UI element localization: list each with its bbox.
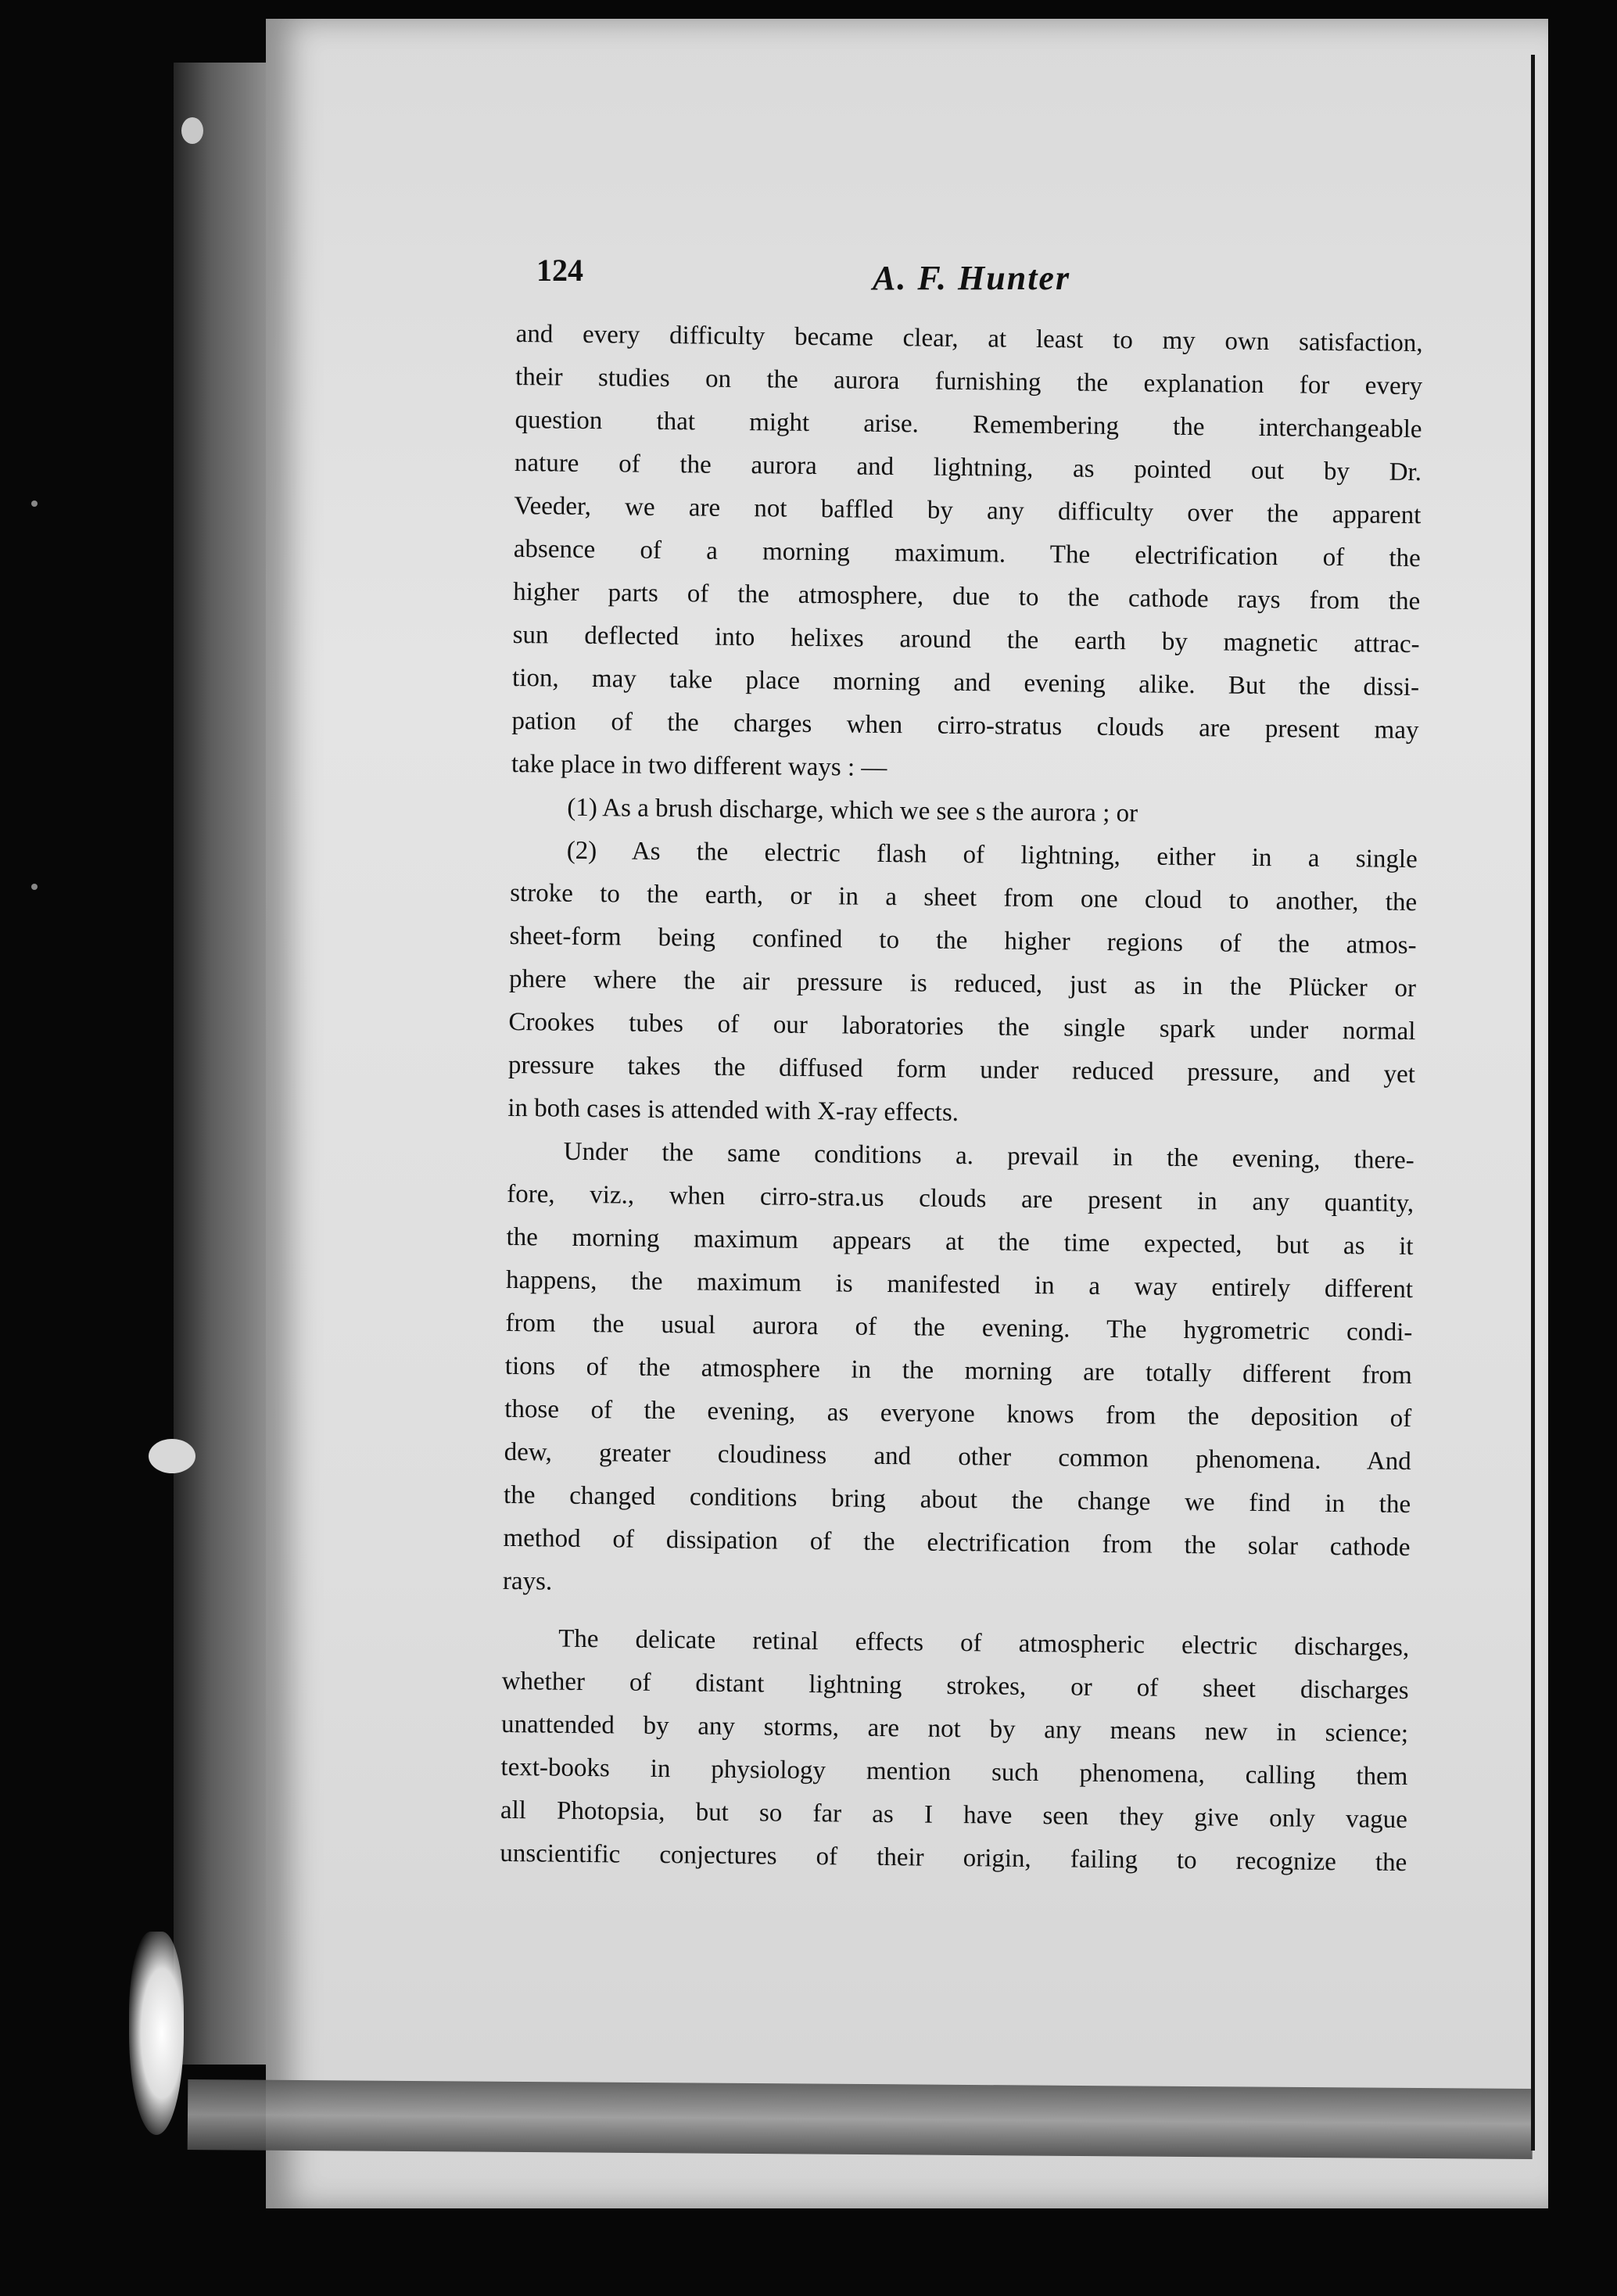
text-line: text-books in physiology mention such phenomena, calling them <box>500 1752 1408 1792</box>
text-line: Veeder, we are not baffled by any difficulty over the apparent <box>514 491 1422 530</box>
light-glare <box>129 1932 184 2135</box>
page-header <box>536 252 1428 299</box>
text-line: the changed conditions bring about the change we find in the <box>503 1480 1411 1519</box>
book-edge <box>174 63 267 2065</box>
text-line: question that might arise. Remembering the interchangeable <box>514 405 1422 444</box>
text-line: their studies on the aurora furnishing the explanation for every <box>514 362 1423 401</box>
text-line: pation of the charges when cirro-stratus clouds are present may <box>511 706 1419 745</box>
text-line: stroke to the earth, or in a sheet from one cloud to another, the <box>510 878 1418 917</box>
text-line: unscientific conjectures of their origin, failing to recognize the <box>500 1839 1407 1878</box>
text-line: fore, viz., when cirro-stra.us clouds are present in any quantity, <box>507 1179 1414 1218</box>
scan-speck <box>149 1439 195 1473</box>
text-line: dew, greater cloudiness and other common phenomena. And <box>504 1437 1411 1476</box>
text-line: the morning maximum appears at the time expected, but as it <box>506 1222 1414 1261</box>
text-line: unattended by any storms, are not by any means new in science; <box>500 1709 1409 1749</box>
text-line: in both cases is attended with X-ray effects. <box>507 1093 959 1127</box>
text-line: higher parts of the atmosphere, due to the cathode rays from the <box>513 577 1421 616</box>
scan-speck <box>181 117 203 144</box>
text-line: sun deflected into helixes around the earth by magnetic attrac- <box>512 620 1420 659</box>
text-line: phere where the air pressure is reduced, just as in the Plücker or <box>508 964 1417 1003</box>
text-line: nature of the aurora and lightning, as pointed out by Dr. <box>514 448 1422 487</box>
page-number: 124 <box>536 253 583 288</box>
text-line: tion, may take place morning and evening alike. But the dissi- <box>511 663 1420 702</box>
text-line: all Photopsia, but so far as I have seen they give only vague <box>500 1796 1408 1835</box>
body-text <box>500 313 1423 1885</box>
running-head: A. F. Hunter <box>873 259 1071 297</box>
bottom-edge-strip <box>188 2079 1533 2159</box>
right-margin-rule <box>1531 55 1535 2151</box>
text-line: pressure takes the diffused form under reduced pressure, and yet <box>507 1050 1416 1089</box>
text-line: and every difficulty became clear, at least to my own satisfaction, <box>515 319 1423 358</box>
scan-speck <box>31 884 38 890</box>
text-line: sheet-form being confined to the higher regions of the atmos- <box>509 921 1417 960</box>
text-line: Crookes tubes of our laboratories the single spark under normal <box>508 1007 1416 1046</box>
text-line: those of the evening, as everyone knows from the deposition of <box>504 1394 1412 1433</box>
text-line: take place in two different ways : — <box>511 749 887 782</box>
text-line: (1) As a brush discharge, which we see s the aurora ; or <box>567 793 1138 828</box>
scan-speck <box>31 500 38 507</box>
text-line: absence of a morning maximum. The electrification of the <box>513 534 1421 573</box>
text-line: happens, the maximum is manifested in a way entirely different <box>505 1265 1414 1304</box>
text-line: tions of the atmosphere in the morning are totally different from <box>504 1351 1413 1390</box>
text-line: Under the same conditions a. prevail in the evening, there- <box>563 1137 1414 1175</box>
text-line: method of dissipation of the electrification from the solar cathode <box>503 1523 1411 1562</box>
text-line: (2) As the electric flash of lightning, either in a single <box>566 836 1418 874</box>
text-line: from the usual aurora of the evening. The hygrometric condi- <box>505 1308 1413 1347</box>
text-line: The delicate retinal effects of atmospheric electric discharges, <box>558 1624 1410 1663</box>
text-line: whether of distant lightning strokes, or of sheet discharges <box>501 1666 1409 1706</box>
text-line: rays. <box>502 1566 553 1596</box>
